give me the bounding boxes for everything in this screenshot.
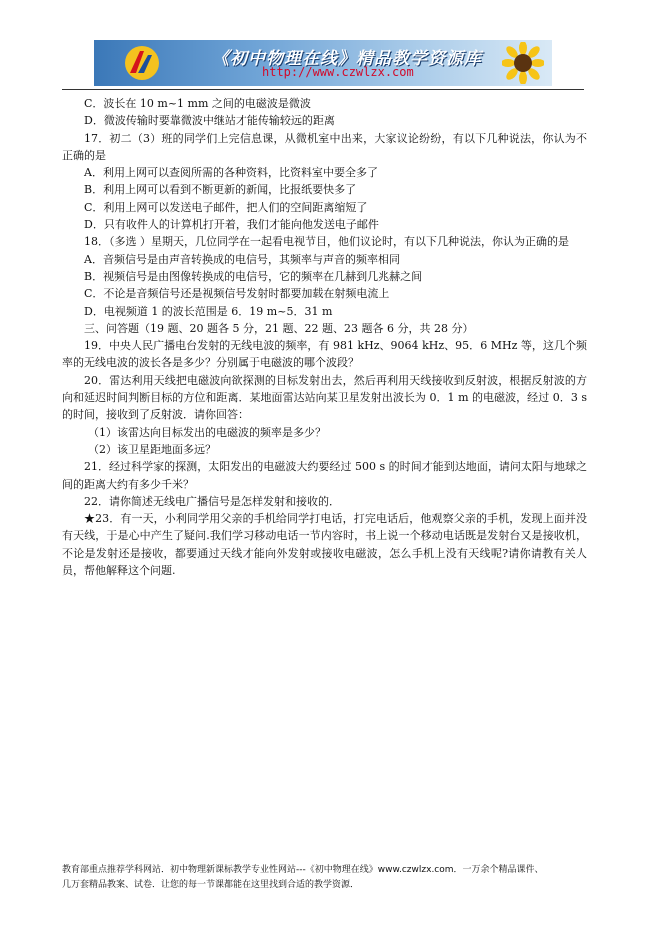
option-16c: C．波长在 10 m~1 mm 之间的电磁波是微波 xyxy=(84,97,311,110)
option-18d: D．电视频道 1 的波长范围是 6．19 m~5．31 m xyxy=(84,304,333,318)
question-20-part2: （2）该卫星距地面多远？ xyxy=(88,442,216,456)
sunflower-icon xyxy=(502,42,544,84)
page-footer xyxy=(62,863,602,893)
option-18c: C．不论是音频信号还是视频信号发射时都要加载在射频电流上 xyxy=(84,287,390,301)
footer-line-1: 教育部重点推荐学科网站．初中物理新课标教学专业性网站---《初中物理在线》www.czwlzx.com．一万余个精品课件、 xyxy=(62,865,544,875)
option-18a: A．音频信号是由声音转换成的电信号，其频率与声音的频率相同 xyxy=(84,252,400,266)
banner-title: 《初中物理在线》精品教学资源库 xyxy=(212,49,482,69)
section-heading: 三、问答题（19 题、20 题各 5 分，21 题、22 题、23 题各 6 分，共 28 分） xyxy=(84,321,474,335)
document-body xyxy=(62,95,587,579)
question-20: 20．雷达利用天线把电磁波向欲探测的目标发射出去，然后再利用天线接收到反射波，根据反射波的方向和延迟时间判断目标的方位和距离．某地面雷达站向某卫星发射出波长为 0．1 m 的电磁波，经过 0．3 s 的时间，接收到了反射波．请你回答： xyxy=(62,373,587,422)
header-banner xyxy=(94,40,552,86)
question-21: 21．经过科学家的探测，太阳发出的电磁波大约要经过 500 s 的时间才能到达地面，请问太阳与地球之间的距离大约有多少千米？ xyxy=(62,460,587,491)
option-17a: A．利用上网可以查阅所需的各种资料，比资料室中要全多了 xyxy=(84,166,378,180)
question-17: 17．初二（3）班的同学们上完信息课，从微机室中出来，大家议论纷纷，有以下几种说法，你认为不正确的是 xyxy=(62,131,587,162)
header-divider xyxy=(62,89,584,90)
site-logo-icon xyxy=(124,45,160,81)
option-17c: C．利用上网可以发送电子邮件，把人们的空间距离缩短了 xyxy=(84,200,368,214)
option-18b: B．视频信号是由图像转换成的电信号，它的频率在几赫到几兆赫之间 xyxy=(84,269,423,283)
question-22: 22．请你简述无线电广播信号是怎样发射和接收的． xyxy=(84,494,340,508)
question-23: ★23．有一天，小利同学用父亲的手机给同学打电话，打完电话后，他观察父亲的手机，发现上面并没有天线，于是心中产生了疑问.我们学习移动电话一节内容时，书上说一个移动电话既是发射台又是接收机，不论是发射还是接收，都要通过天线才能向外发射或接收电磁波，怎么手机上没有天线呢?请你请教有关人员，帮他解释这个问题. xyxy=(62,512,587,578)
banner-url[interactable]: http://www.czwlzx.com xyxy=(262,65,414,79)
option-16d: D．微波传输时要靠微波中继站才能传输较远的距离 xyxy=(84,114,335,128)
footer-line-2: 几万套精品教案、试卷．让您的每一节课都能在这里找到合适的教学资源． xyxy=(62,880,360,890)
question-18: 18．（多选 ）星期天，几位同学在一起看电视节目，他们议论时，有以下几种说法，你认为正确的是 xyxy=(84,235,569,249)
question-20-part1: （1）该雷达向目标发出的电磁波的频率是多少？ xyxy=(88,425,326,439)
option-17d: D．只有收件人的计算机打开着，我们才能向他发送电子邮件 xyxy=(84,218,379,232)
option-17b: B．利用上网可以看到不断更新的新闻，比报纸要快多了 xyxy=(84,183,357,197)
question-19: 19．中央人民广播电台发射的无线电波的频率，有 981 kHz、9064 kHz、95．6 MHz 等，这几个频率的无线电波的波长各是多少？分别属于电磁波的哪个波段？ xyxy=(62,339,587,370)
